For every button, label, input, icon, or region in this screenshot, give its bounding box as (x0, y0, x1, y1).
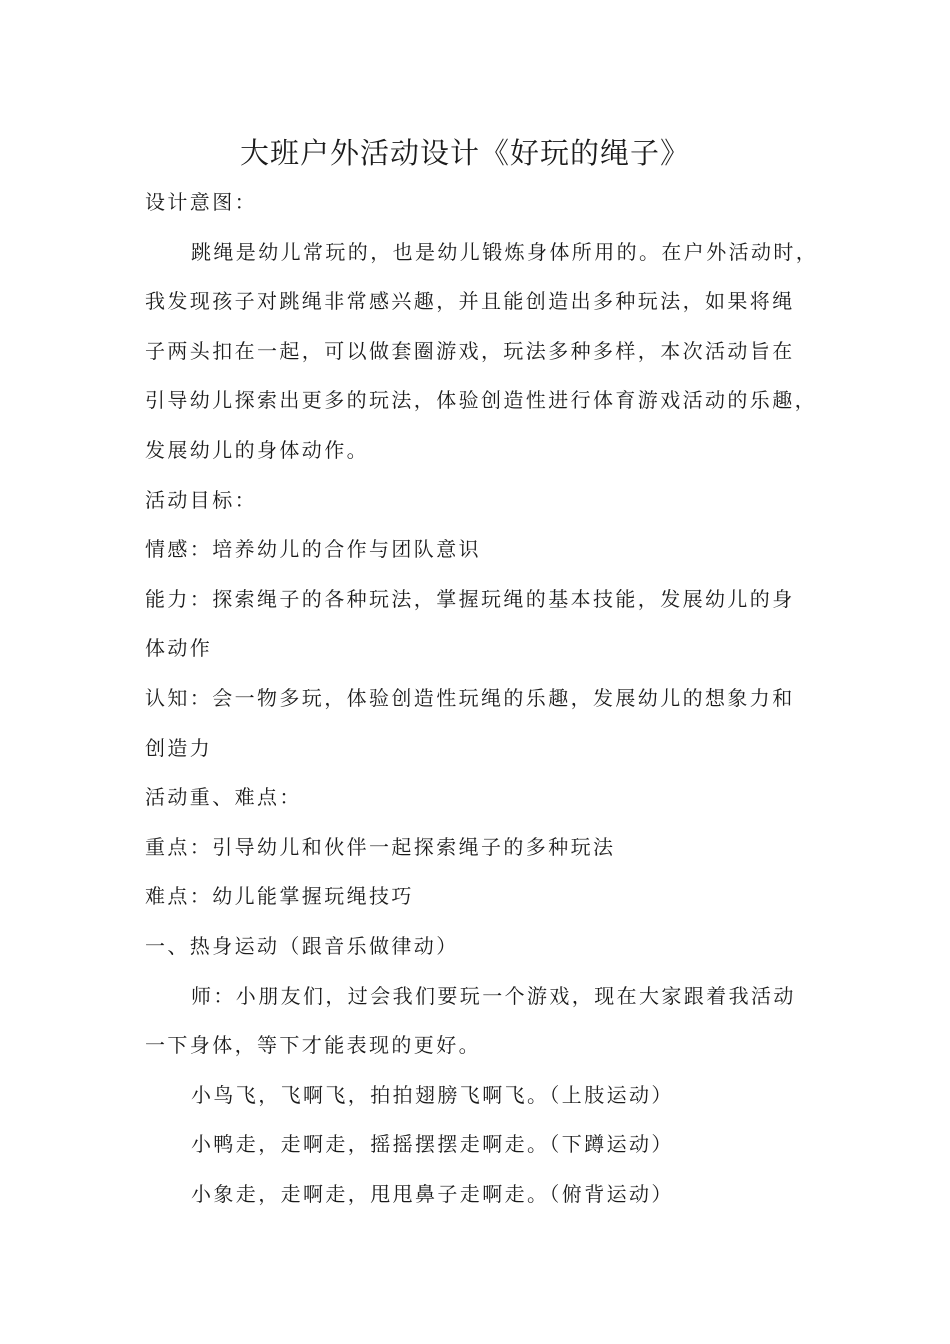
rhyme-line: 小鸭走，走啊走，摇摇摆摆走啊走。（下蹲运动） (191, 1132, 674, 1157)
rhyme-line: 小鸟飞，飞啊飞，拍拍翅膀飞啊飞。（上肢运动） (191, 1082, 674, 1107)
section-heading-key-points: 活动重、难点： (145, 785, 302, 810)
goal-item-emotion: 情感：培养幼儿的合作与团队意识 (145, 537, 481, 562)
paragraph-line: 我发现孩子对跳绳非常感兴趣，并且能创造出多种玩法，如果将绳 (145, 289, 795, 314)
section-heading-warmup: 一、热身运动（跟音乐做律动） (145, 933, 459, 958)
document-body (145, 178, 825, 1219)
goal-item-cognition: 认知：会一物多玩，体验创造性玩绳的乐趣，发展幼儿的想象力和 (145, 685, 795, 710)
goal-item-cognition-cont: 创造力 (145, 735, 213, 760)
paragraph-line: 发展幼儿的身体动作。 (145, 437, 369, 462)
difficulty-item: 难点：幼儿能掌握玩绳技巧 (145, 884, 414, 909)
section-heading-design-intent: 设计意图： (145, 190, 257, 214)
key-point-item: 重点：引导幼儿和伙伴一起探索绳子的多种玩法 (145, 834, 616, 859)
paragraph-line: 师：小朋友们，过会我们要玩一个游戏，现在大家跟着我活动 (191, 983, 796, 1008)
document-title: 大班户外活动设计《好玩的绳子》 (239, 136, 690, 170)
rhyme-line: 小象走，走啊走，甩甩鼻子走啊走。（俯背运动） (191, 1181, 674, 1206)
paragraph-line: 引导幼儿探索出更多的玩法，体验创造性进行体育游戏活动的乐趣， (145, 388, 817, 413)
section-heading-goals: 活动目标： (145, 487, 257, 512)
paragraph-line: 一下身体，等下才能表现的更好。 (145, 1033, 481, 1058)
paragraph-line: 跳绳是幼儿常玩的，也是幼儿锻炼身体所用的。在户外活动时， (191, 239, 819, 264)
paragraph-line: 子两头扣在一起，可以做套圈游戏，玩法多种多样，本次活动旨在 (145, 338, 795, 363)
goal-item-ability: 能力：探索绳子的各种玩法，掌握玩绳的基本技能，发展幼儿的身 (145, 586, 795, 611)
goal-item-ability-cont: 体动作 (145, 636, 213, 661)
